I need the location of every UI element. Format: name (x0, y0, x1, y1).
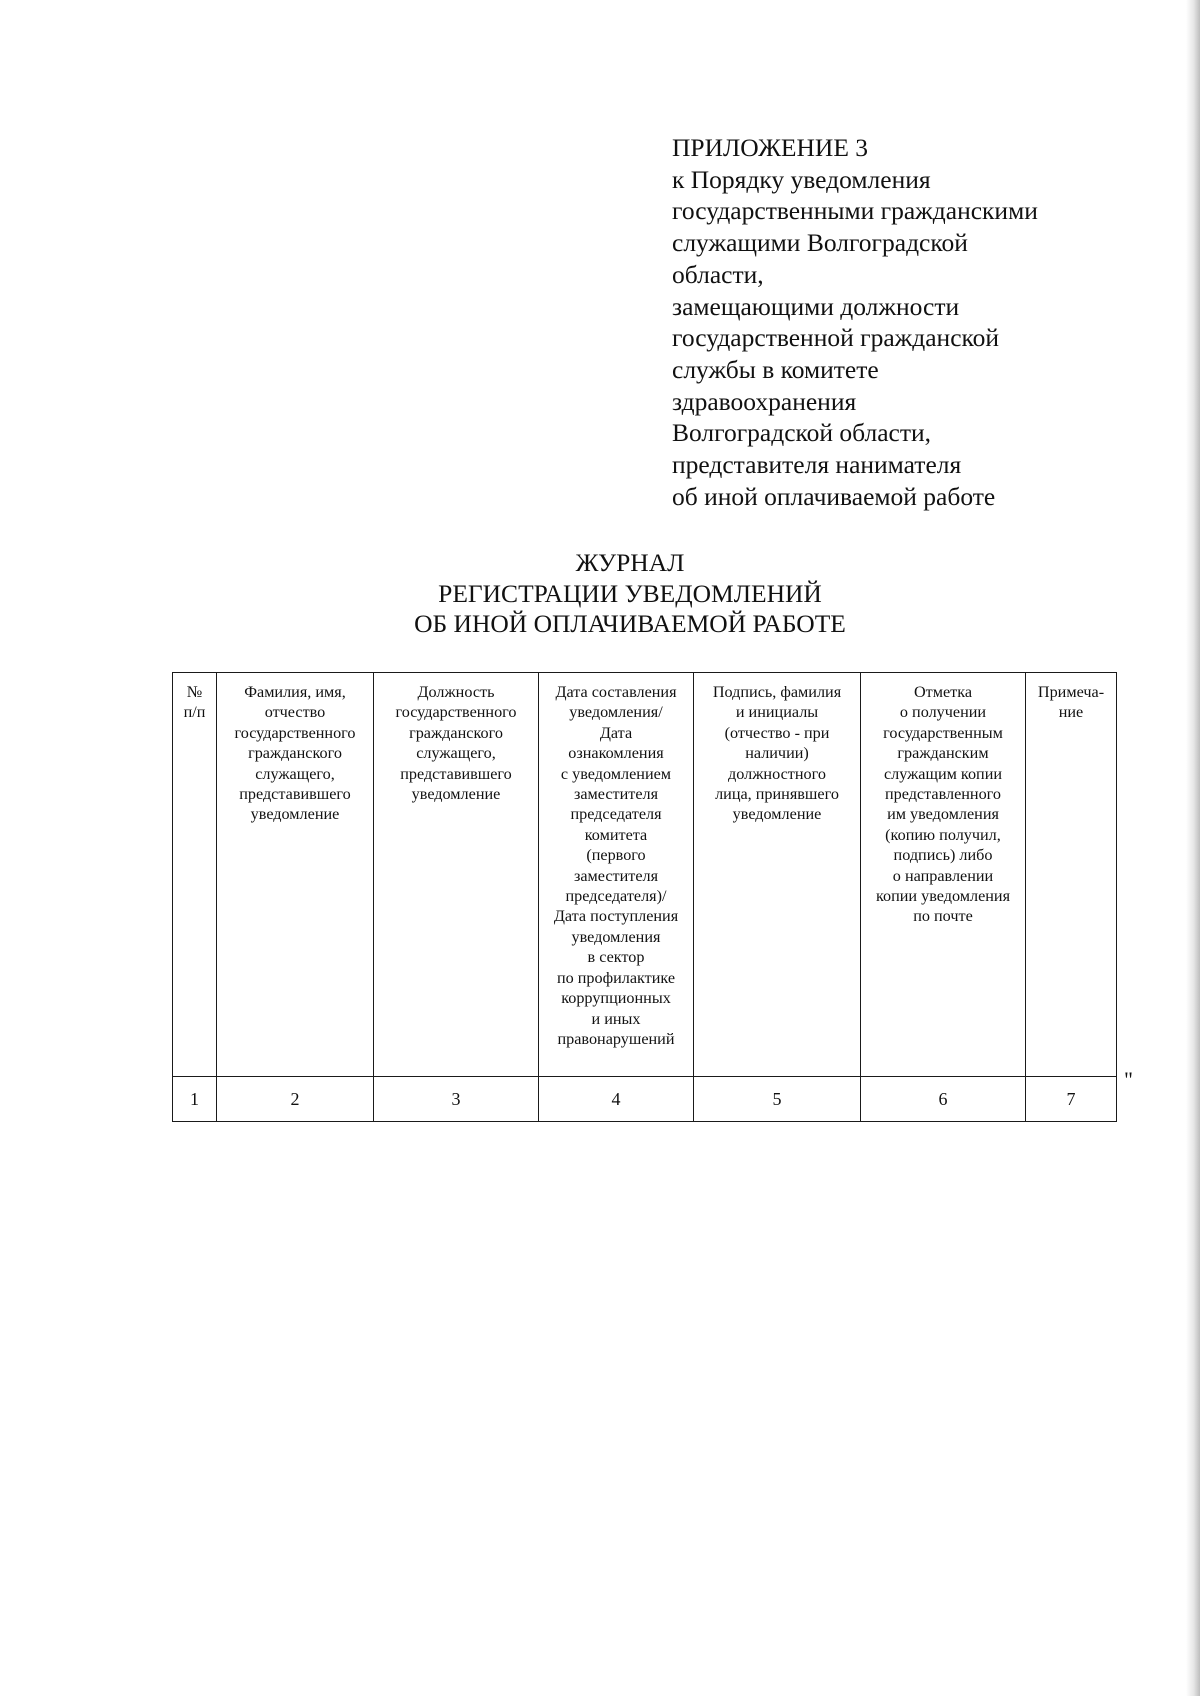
appendix-block (672, 132, 1132, 512)
registration-table (172, 672, 1117, 1122)
appendix-line: государственной гражданской (672, 323, 1000, 353)
scan-edge-shadow (1186, 0, 1200, 1696)
appendix-line: службы в комитете (672, 354, 879, 384)
appendix-line: к Порядку уведомления (672, 164, 931, 194)
appendix-line: замещающими должности (672, 291, 960, 321)
header-cell-signature: Подпись, фамилия и инициалы (отчество - при наличии) должностного лица, принявшего уведомление (694, 673, 861, 1077)
column-number-cell: 5 (694, 1077, 861, 1122)
appendix-line: здравоохранения (672, 386, 857, 416)
journal-title-line: ОБ ИНОЙ ОПЛАЧИВАЕМОЙ РАБОТЕ (414, 609, 846, 638)
header-cell-full-name: Фамилия, имя, отчество государственного гражданского служащего, представившего уведомление (217, 673, 374, 1077)
journal-title-line: ЖУРНАЛ (575, 548, 685, 577)
closing-quote-mark: " (1124, 1067, 1133, 1092)
appendix-line: государственными гражданскими (672, 196, 1038, 226)
column-number-row (173, 1077, 1117, 1122)
appendix-line: Волгоградской области, (672, 418, 932, 448)
header-cell-dates: Дата составления уведомления/ Дата ознакомления с уведомлением заместителя председателя комитета (первого заместителя председателя)/ Дата поступления уведомления в сектор по профилактике коррупционных и иных правонарушений (539, 673, 694, 1077)
column-number-cell: 4 (539, 1077, 694, 1122)
appendix-line: служащими Волгоградской (672, 228, 968, 258)
column-number-cell: 2 (217, 1077, 374, 1122)
appendix-line: ПРИЛОЖЕНИЕ 3 (672, 133, 869, 162)
column-number-cell: 1 (173, 1077, 217, 1122)
appendix-line: об иной оплачиваемой работе (672, 481, 996, 511)
appendix-line: представителя нанимателя (672, 450, 962, 480)
column-number-cell: 7 (1026, 1077, 1117, 1122)
header-cell-note: Примеча- ние (1026, 673, 1117, 1077)
header-cell-number: № п/п (173, 673, 217, 1077)
header-cell-receipt-mark: Отметка о получении государственным гражданским служащим копии представленного им уведомления (копию получил, подпись) либо о направлении копии уведомления по почте (861, 673, 1026, 1077)
journal-title (160, 548, 1100, 640)
header-row (173, 673, 1117, 1077)
appendix-line: области, (672, 259, 764, 289)
journal-title-line: РЕГИСТРАЦИИ УВЕДОМЛЕНИЙ (438, 578, 822, 608)
column-number-cell: 6 (861, 1077, 1026, 1122)
column-number-cell: 3 (374, 1077, 539, 1122)
header-cell-position: Должность государственного гражданского служащего, представившего уведомление (374, 673, 539, 1077)
